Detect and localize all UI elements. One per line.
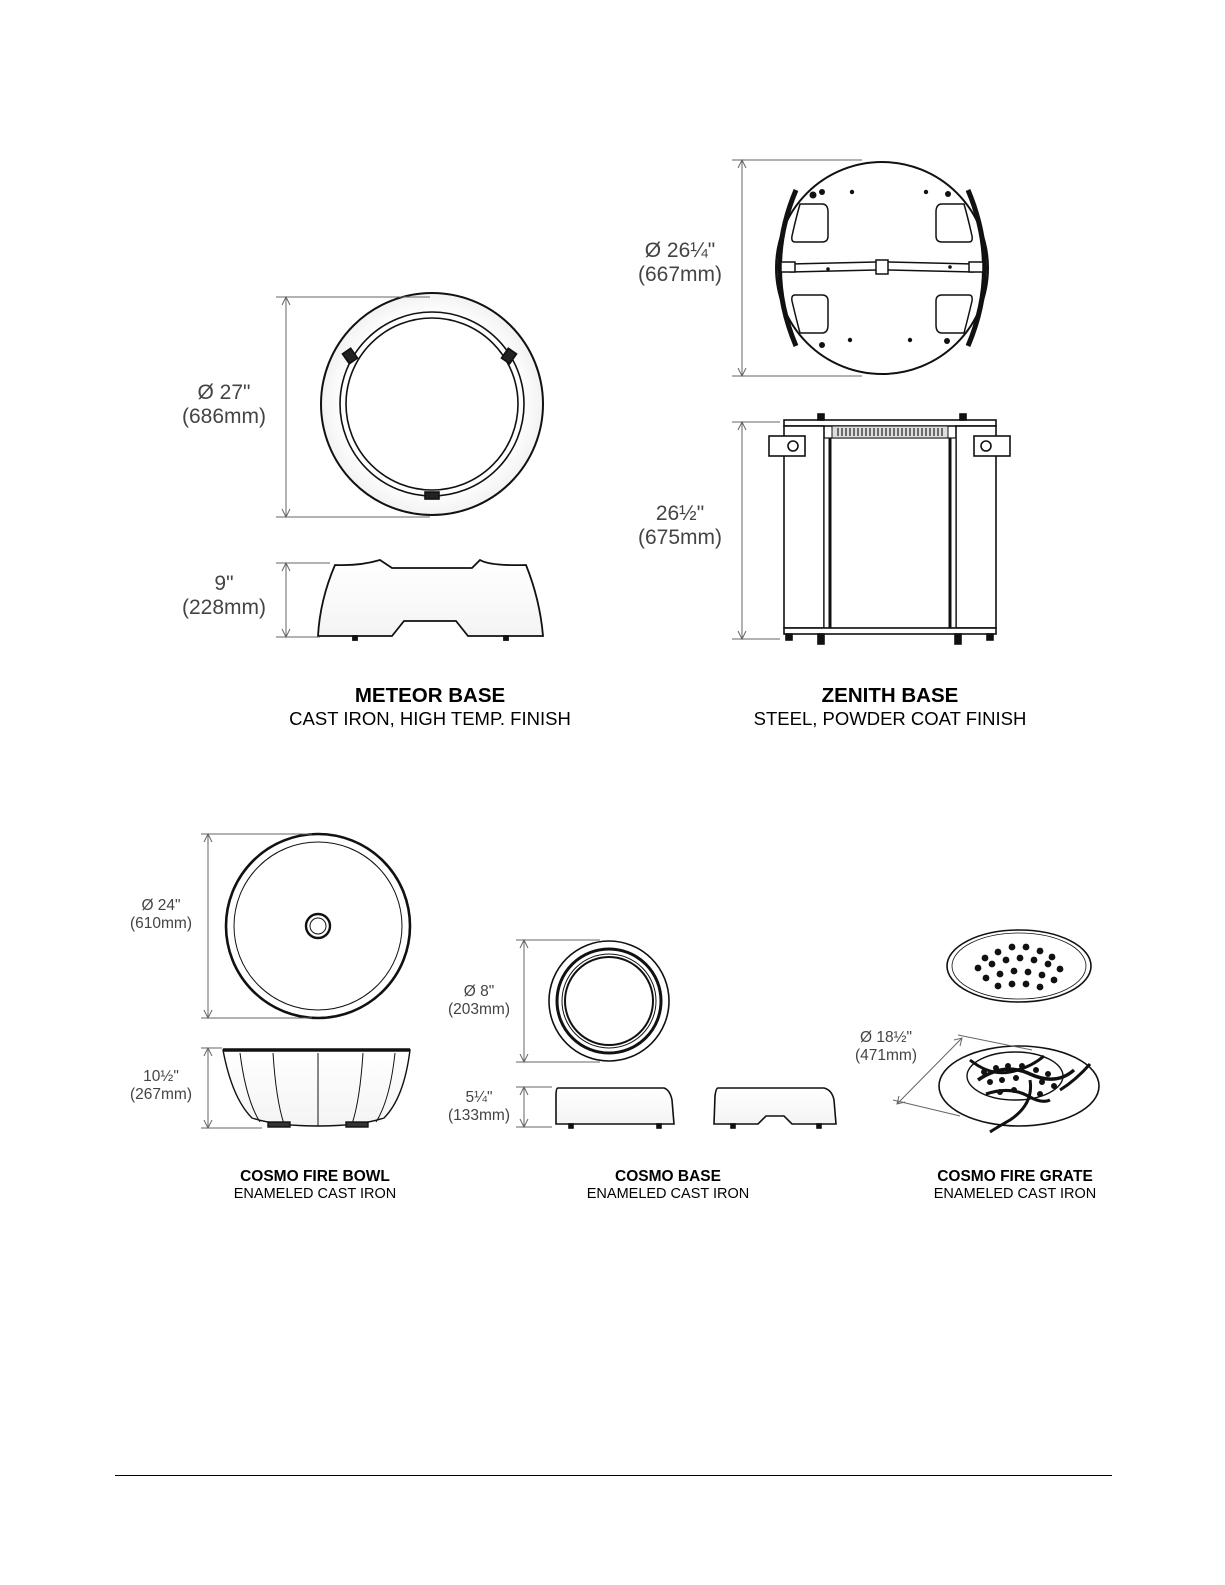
footer-divider — [115, 1475, 1112, 1476]
meteor-diameter-inches: Ø 27" — [197, 381, 251, 404]
cosmo-grate-top-view — [947, 930, 1091, 1002]
zenith-top-view — [776, 162, 988, 374]
cosmo-bowl-subtitle: ENAMELED CAST IRON — [233, 1185, 397, 1202]
meteor-diameter-mm: (686mm) — [181, 405, 266, 429]
cosmo-grate-title: COSMO FIRE GRATE — [937, 1168, 1093, 1185]
zenith-height-inches: 26½" — [655, 502, 705, 525]
cosmo-grate-burner-view — [939, 1046, 1099, 1132]
meteor-subtitle: CAST IRON, HIGH TEMP. FINISH — [289, 707, 571, 729]
cosmo-base-diameter-label — [440, 983, 518, 1019]
meteor-top-view — [321, 293, 543, 515]
zenith-side-view — [769, 414, 1010, 644]
zenith-diameter-inches: Ø 26¼" — [644, 239, 716, 262]
zenith-height-label — [628, 502, 732, 550]
cosmo-bowl-title: COSMO FIRE BOWL — [240, 1168, 390, 1185]
meteor-height-inches: 9" — [214, 572, 234, 595]
cosmo-base-side-view-rotated — [714, 1088, 836, 1128]
cosmo-bowl-diameter-inches: Ø 24" — [141, 897, 181, 914]
cosmo-grate-diameter-inches: Ø 18½" — [859, 1029, 913, 1046]
cosmo-base-title: COSMO BASE — [615, 1168, 721, 1185]
cosmo-base-height-inches: 5¼" — [465, 1089, 493, 1106]
cosmo-bowl-diameter-mm: (610mm) — [129, 914, 192, 932]
cosmo-base-diameter-inches: Ø 8" — [463, 983, 495, 1000]
cosmo-base-height-label — [440, 1089, 518, 1125]
zenith-diameter-mm: (667mm) — [637, 263, 722, 287]
cosmo-grate-diameter-mm: (471mm) — [854, 1046, 917, 1064]
meteor-side-view — [318, 560, 543, 640]
zenith-subtitle: STEEL, POWDER COAT FINISH — [753, 707, 1027, 729]
cosmo-bowl-side-view — [223, 1050, 410, 1127]
cosmo-base-caption — [553, 1168, 783, 1202]
zenith-caption — [710, 684, 1070, 729]
cosmo-grate-caption — [900, 1168, 1130, 1202]
cosmo-base-subtitle: ENAMELED CAST IRON — [586, 1185, 750, 1202]
cosmo-bowl-caption — [200, 1168, 430, 1202]
cosmo-bowl-top-view — [226, 834, 410, 1018]
meteor-diameter-label — [172, 381, 276, 429]
cosmo-grate-subtitle: ENAMELED CAST IRON — [933, 1185, 1097, 1202]
cosmo-base-side-view-front — [556, 1088, 674, 1128]
cosmo-bowl-diameter-label — [122, 897, 200, 933]
cosmo-bowl-height-mm: (267mm) — [129, 1085, 192, 1103]
zenith-title: ZENITH BASE — [821, 684, 959, 707]
meteor-height-mm: (228mm) — [181, 596, 266, 620]
zenith-burner-grille — [838, 428, 942, 436]
cosmo-bowl-height-label — [122, 1068, 200, 1104]
cosmo-bowl-height-inches: 10½" — [143, 1068, 179, 1085]
meteor-height-label — [172, 572, 276, 620]
zenith-height-mm: (675mm) — [637, 526, 722, 550]
cosmo-base-height-dimension-line — [516, 1087, 552, 1127]
cosmo-base-diameter-mm: (203mm) — [447, 1000, 510, 1018]
meteor-title: METEOR BASE — [354, 684, 506, 707]
meteor-caption — [250, 684, 610, 729]
zenith-diameter-label — [628, 239, 732, 287]
cosmo-base-top-view — [549, 941, 669, 1061]
cosmo-base-height-mm: (133mm) — [447, 1106, 510, 1124]
cosmo-grate-diameter-label — [846, 1029, 926, 1065]
